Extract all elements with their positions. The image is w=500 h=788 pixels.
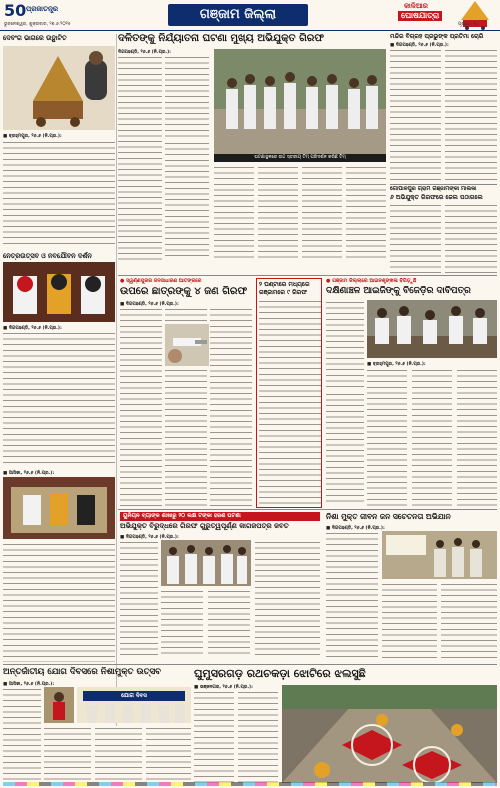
divider	[390, 184, 497, 185]
caption: ■ ବ୍ରହ୍ମପୁର, ୨୬.୬ (ନି.ପ୍ର.):	[3, 134, 62, 139]
body-col1	[390, 203, 441, 273]
festival-line1: କାଳିଆର	[404, 2, 428, 10]
body-col2	[445, 48, 497, 183]
festival-line2: ଘୋଷଯାତ୍ରା	[398, 11, 442, 21]
row-divider	[118, 275, 497, 276]
logo-text: ପ୍ରଜାତନ୍ତ୍ର	[26, 5, 59, 13]
mid-story	[120, 278, 252, 508]
chariot-model-photo	[3, 46, 115, 130]
body-col4	[457, 368, 497, 506]
headline: ଦକ୍ଷିଣାଞ୍ଚଳ ଆଇଜିଙ୍କୁ ବିଜେଡ଼ିର ଦାବିପତ୍ର	[326, 286, 471, 296]
body-col2	[44, 726, 91, 783]
dateline: ■ ବ୍ରହ୍ମପୁର, ୨୬.୬ (ନି.ପ୍ର.):	[367, 362, 426, 367]
section-title: ଗଞ୍ଜାମ ଜିଲ୍ଲା	[168, 4, 308, 26]
banner-text: ଯୋଗ ଦିବସ	[121, 693, 147, 699]
lead-story	[118, 33, 386, 273]
row-divider-3	[3, 664, 497, 665]
left-top-story	[3, 34, 115, 249]
body-col3	[210, 307, 252, 507]
right-mid-story	[390, 186, 497, 274]
row-divider-2	[118, 509, 497, 510]
road-art-photo	[282, 685, 497, 783]
dateline: ■ ଭଞ୍ଜନଗର, ୨୬.୬ (ନି.ପ୍ର.):	[194, 685, 253, 690]
bank-story	[120, 512, 320, 660]
lead-body-col6	[346, 165, 386, 260]
body-col3	[441, 582, 497, 659]
headline: ଅଭିଯୁକ୍ତ ବିରୁଦ୍ଧରେ ଗିରଫ ଗୁରୁତ୍ୱପୂର୍ଣ୍ଣ କାଗଜପତ୍ର ଜବତ	[120, 522, 289, 530]
awareness-photo	[382, 531, 497, 579]
body-col2	[238, 690, 278, 783]
body-col2	[165, 368, 207, 507]
deity-photo	[3, 262, 115, 322]
body-col3	[412, 368, 452, 506]
headline: ଗୋପାଳପୁର ଗ୍ରାମ ଗଞ୍ଜାମଙ୍କୀ ମାଲିକା	[390, 186, 477, 192]
body-col2	[161, 589, 203, 658]
body-col4	[255, 540, 320, 658]
lead-photo-caption: ଘଟଣାସ୍ଥଳରେ ଉଚ୍ଚ ସ୍ତରୀୟ ଟିମ୍ ପରିଦର୍ଶନ କରିଛି ଟିମ୍	[214, 154, 386, 162]
body-text	[3, 140, 115, 248]
body-col1	[194, 690, 234, 783]
registration-bar	[3, 782, 497, 786]
temple-photo	[3, 477, 115, 539]
body-col2	[382, 582, 437, 659]
lead-body-col3	[214, 165, 254, 260]
body-text	[3, 331, 115, 467]
lead-photo	[214, 49, 386, 154]
injection-photo	[165, 324, 209, 366]
body-text	[259, 299, 321, 504]
headline: ଅନ୍ତର୍ଜାତୀୟ ଯୋଗ ଦିବସରେ ନିଶାମୁକ୍ତ ଉତ୍ସବ	[3, 667, 161, 677]
body-col3	[208, 589, 250, 658]
headline: ନିଶା ମୁକ୍ତ ଜୀବନ ଜନ ସଚେତନତା ଅଭିଯାନ	[326, 512, 451, 521]
lead-dateline: ଦିଗପହଣ୍ଡି, ୨୬.୬ (ନି.ପ୍ର.):	[118, 50, 171, 55]
body-col1b	[326, 392, 364, 506]
kicker: ୟୁନିୟନ ବ୍ୟାଙ୍କ ଶାଖାରୁ ୨୦ ଲକ୍ଷ ଟଙ୍କା ହରଣ ଘଟଣା	[120, 512, 320, 521]
yoga-photo	[44, 687, 74, 723]
right-story	[326, 278, 497, 506]
body-text-2	[3, 542, 115, 662]
right-top-story	[390, 33, 497, 183]
page-number: ପୃଷ୍ଠା : ୧୪	[458, 22, 479, 27]
box-story	[256, 278, 322, 508]
body-col3	[95, 726, 142, 783]
bank-photo	[161, 540, 251, 586]
lead-body-col4	[258, 165, 298, 260]
col-divider-left	[116, 34, 117, 754]
lead-headline: ଦଳିତଙ୍କୁ ନିର୍ଯ୍ୟାତନା ଘଟଣା ମୁଖ୍ୟ ଅଭିଯୁକ୍ତ ଗିରଫ	[118, 33, 324, 44]
body-col1	[390, 48, 441, 183]
dateline: ■ ଦିଗପହଣ୍ଡି, ୨୬.୬ (ନି.ପ୍ର.):	[120, 302, 179, 307]
body-col2	[445, 203, 497, 273]
headline: ଘୁମୁସରଗଡ଼ ରଥଚକଡ଼ା ଝୋଟିରେ ଝଲସୁଛି	[194, 667, 366, 680]
kicker: ● ଗଞ୍ଜାମ ଜିଲ୍ଲାରେ ଆଇନଶୃଙ୍ଖଳା ବିଗିଡ଼ୁଛି	[326, 278, 417, 284]
headline1: ୨ ଘଣ୍ଟାରେ ମଧ୍ୟରେ	[259, 281, 310, 288]
left-mid-story	[3, 252, 115, 664]
bottom-left-story	[3, 667, 191, 785]
subhead: ୬ ଅଭିଯୁକ୍ତ ଗିରଫରେ ଜେଲ ପଠାଗଲେ	[390, 194, 483, 201]
body-col1	[326, 531, 378, 659]
headline: ନେତ୍ରଉତ୍ସବ ଓ ନବଯୌବନ ଦର୍ଶନ	[3, 252, 92, 260]
drug-story	[326, 512, 497, 660]
headline: ଉପରେ ଛାତ୍ରଙ୍କୁ ୪ ଜଣ ଗିରଫ	[120, 286, 248, 297]
bottom-right-story	[194, 667, 497, 785]
dateline-2: ■ ଆସିକା, ୨୬.୬ (ନି.ପ୍ର.):	[3, 471, 55, 476]
dateline: ■ ଦିଗପହଣ୍ଡି, ୨୬.୬ (ନି.ପ୍ର.):	[390, 43, 449, 48]
dateline: ଭୁବନେଶ୍ୱର, ଶୁକ୍ରବାର, ୨୭.୬.୨୦୨୫	[4, 22, 71, 27]
body-col2	[367, 368, 407, 506]
masthead	[0, 0, 500, 30]
kicker: ● ସ୍ୱର୍ଣ୍ଣପୁରର ଜନସାଧାରଣ ଆତଙ୍କରେ	[120, 278, 202, 284]
headline: ମନ୍ଦିର ବିଗ୍ରହ ପ୍ରଭୁଙ୍କ ପ୍ରତିମା ଚୋରି	[390, 33, 484, 40]
logo-number: 50	[4, 1, 27, 20]
memo-photo	[367, 300, 497, 358]
body-col1	[3, 687, 41, 783]
lead-body-col1	[118, 55, 162, 260]
body-col2-top	[165, 307, 207, 322]
headline: ଦେବଂଗ ଭାଗରେ ଉଦ୍ଘାଟିତ	[3, 34, 67, 42]
lead-body-col2	[165, 55, 209, 137]
dateline: ■ ଦିଗପହଣ୍ଡି, ୨୬.୬ (ନି.ପ୍ର.):	[326, 526, 385, 531]
body-col1	[326, 300, 364, 388]
lead-body-col5	[302, 165, 342, 260]
dateline: ■ ଦିଗପହଣ୍ଡି, ୨୬.୬ (ନି.ପ୍ର.):	[3, 326, 62, 331]
headline2: ଗଞ୍ଜାମରେ ୯ ଗିରଫ	[259, 289, 307, 296]
lead-body-col2b	[165, 141, 209, 260]
body-col4	[146, 726, 191, 783]
body-col1	[120, 540, 158, 658]
dateline: ■ ଦିଗପହଣ୍ଡି, ୨୬.୬ (ନି.ପ୍ର.):	[120, 535, 179, 540]
masthead-rule	[0, 30, 500, 31]
dateline: ■ ଆସିକା, ୨୬.୬ (ନି.ପ୍ର.):	[3, 682, 55, 687]
body-col1	[120, 307, 162, 507]
